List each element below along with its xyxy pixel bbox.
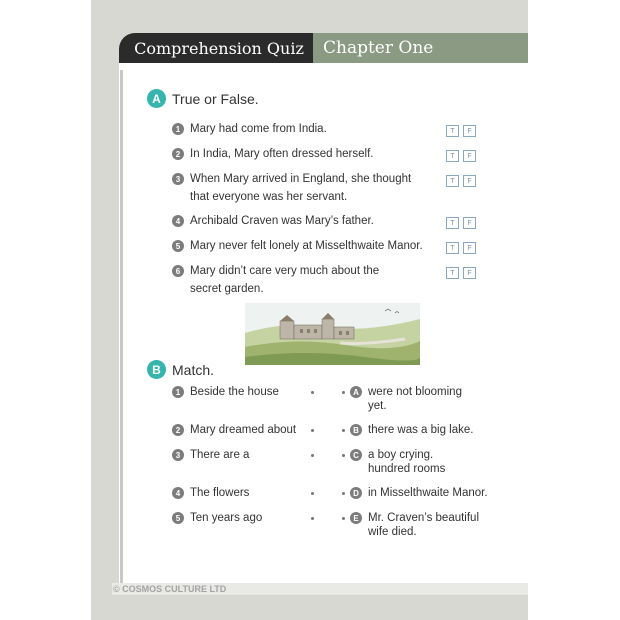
match-right-text: there was a big lake.: [368, 424, 474, 436]
match-left-number: 3: [172, 449, 184, 461]
section-a-title: True or False.: [172, 90, 259, 107]
match-left-text: There are a: [190, 449, 250, 461]
true-checkbox[interactable]: T: [446, 150, 459, 162]
copyright-text: © COSMOS CULTURE LTD: [113, 584, 227, 594]
match-left-dot[interactable]: [311, 517, 314, 520]
false-checkbox[interactable]: F: [463, 175, 476, 187]
page-left-rule: [120, 70, 123, 584]
true-checkbox[interactable]: T: [446, 125, 459, 137]
match-right-dot[interactable]: [342, 391, 345, 394]
manor-landscape-illustration: [245, 303, 420, 365]
false-checkbox[interactable]: F: [463, 242, 476, 254]
tf-item-number: 1: [172, 123, 184, 135]
tf-item-text: Mary never felt lonely at Misselthwaite Manor.: [190, 240, 423, 252]
true-checkbox[interactable]: T: [446, 175, 459, 187]
false-checkbox[interactable]: F: [463, 267, 476, 279]
match-right-text: a boy crying.: [368, 449, 434, 461]
match-left-dot[interactable]: [311, 492, 314, 495]
true-checkbox[interactable]: T: [446, 242, 459, 254]
match-right-dot[interactable]: [342, 517, 345, 520]
tf-item-number: 6: [172, 265, 184, 277]
match-left-dot[interactable]: [311, 454, 314, 457]
chapter-header-label: Chapter One: [313, 33, 528, 63]
tf-item-text: that everyone was her servant.: [190, 191, 348, 203]
section-b-heading: [147, 360, 214, 379]
match-right-letter: D: [350, 487, 362, 499]
tf-item-number: 2: [172, 148, 184, 160]
match-right-letter: A: [350, 386, 362, 398]
section-b-badge: B: [147, 360, 166, 379]
false-checkbox[interactable]: F: [463, 217, 476, 229]
match-left-text: Beside the house: [190, 386, 279, 398]
tf-item-text: Mary didn’t care very much about the: [190, 265, 380, 277]
section-b-title: Match.: [172, 361, 215, 378]
match-right-letter: C: [350, 449, 362, 461]
match-right-text: hundred rooms: [368, 463, 446, 475]
match-left-text: The flowers: [190, 487, 250, 499]
false-checkbox[interactable]: F: [463, 150, 476, 162]
match-left-number: 1: [172, 386, 184, 398]
tf-item-text: Archibald Craven was Mary’s father.: [190, 215, 374, 227]
tf-item-number: 5: [172, 240, 184, 252]
match-right-dot[interactable]: [342, 454, 345, 457]
tf-item-text: When Mary arrived in England, she thought: [190, 173, 412, 185]
section-a-badge: A: [147, 89, 166, 108]
tf-item-number: 3: [172, 173, 184, 185]
match-right-text: in Misselthwaite Manor.: [368, 487, 488, 499]
match-left-text: Ten years ago: [190, 512, 263, 524]
tf-item-text: In India, Mary often dressed herself.: [190, 148, 374, 160]
true-checkbox[interactable]: T: [446, 217, 459, 229]
quiz-header-label: Comprehension Quiz: [119, 33, 313, 63]
match-left-number: 5: [172, 512, 184, 524]
match-left-number: 4: [172, 487, 184, 499]
match-right-dot[interactable]: [342, 429, 345, 432]
match-right-text: Mr. Craven’s beautiful: [368, 512, 480, 524]
match-right-text: yet.: [368, 400, 387, 412]
match-left-text: Mary dreamed about: [190, 424, 297, 436]
false-checkbox[interactable]: F: [463, 125, 476, 137]
match-left-dot[interactable]: [311, 391, 314, 394]
tf-item-number: 4: [172, 215, 184, 227]
match-left-number: 2: [172, 424, 184, 436]
match-right-letter: B: [350, 424, 362, 436]
match-right-text: wife died.: [368, 526, 417, 538]
tf-item-text: Mary had come from India.: [190, 123, 327, 135]
match-left-dot[interactable]: [311, 429, 314, 432]
section-a-heading: [147, 89, 259, 108]
match-right-letter: E: [350, 512, 362, 524]
match-right-text: were not blooming: [368, 386, 462, 398]
tf-item-text: secret garden.: [190, 283, 264, 295]
match-right-dot[interactable]: [342, 492, 345, 495]
true-checkbox[interactable]: T: [446, 267, 459, 279]
